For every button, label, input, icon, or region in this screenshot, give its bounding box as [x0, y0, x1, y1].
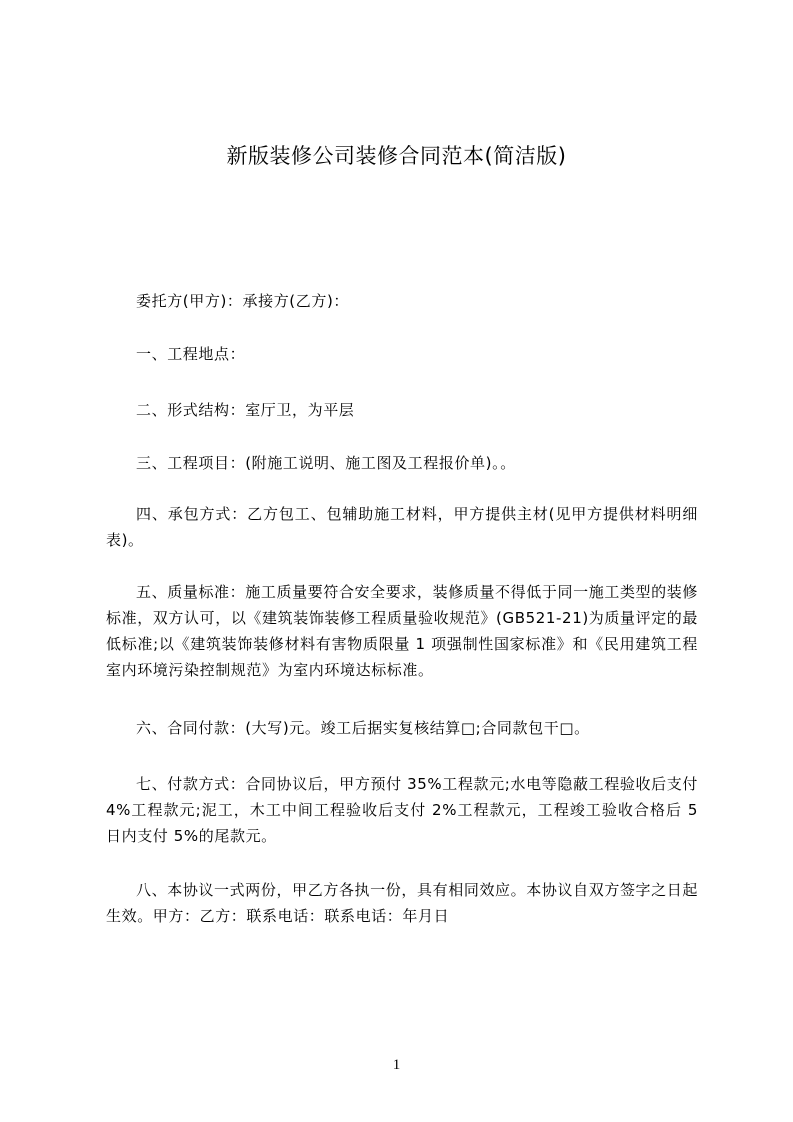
- paragraph-agreement: 八、本协议一式两份，甲乙方各执一份，具有相同效应。本协议自双方签字之日起生效。甲方：乙方：联系电话：联系电话：年月日: [106, 881, 698, 925]
- paragraph-structure: 二、形式结构：室厅卫，为平层: [136, 401, 355, 419]
- page-number: 1: [392, 1057, 401, 1073]
- paragraph-project-location: 一、工程地点：: [136, 345, 246, 363]
- paragraph-contract-payment: 六、合同付款：(大写)元。竣工后据实复核结算□;合同款包干□。: [136, 719, 590, 737]
- paragraph-project-items: 三、工程项目：(附施工说明、施工图及工程报价单)。。: [136, 454, 516, 472]
- paragraph-quality-standard: 五、质量标准：施工质量要符合安全要求，装修质量不得低于同一施工类型的装修标准，双方认可，以《建筑装饰装修工程质量验收规范》(GB521-21)为质量评定的最低标准;以《建筑装饰装修材料有害物质限量 1 项强制性国家标准》和《民用建筑工程室内环境污染控制规范》为室内环境达标标准。: [106, 583, 698, 679]
- paragraph-parties: 委托方(甲方)：承接方(乙方)：: [136, 292, 350, 310]
- paragraph-contract-method: 四、承包方式：乙方包工、包辅助施工材料，甲方提供主材(见甲方提供材料明细表)。: [106, 505, 698, 549]
- document-title: 新版装修公司装修合同范本(简洁版): [226, 144, 567, 168]
- paragraph-payment-method: 七、付款方式：合同协议后，甲方预付 35%工程款元;水电等隐蔽工程验收后支付 4%工程款元;泥工，木工中间工程验收后支付 2%工程款元，工程竣工验收合格后 5 日内支付 5%的尾款元。: [106, 775, 698, 845]
